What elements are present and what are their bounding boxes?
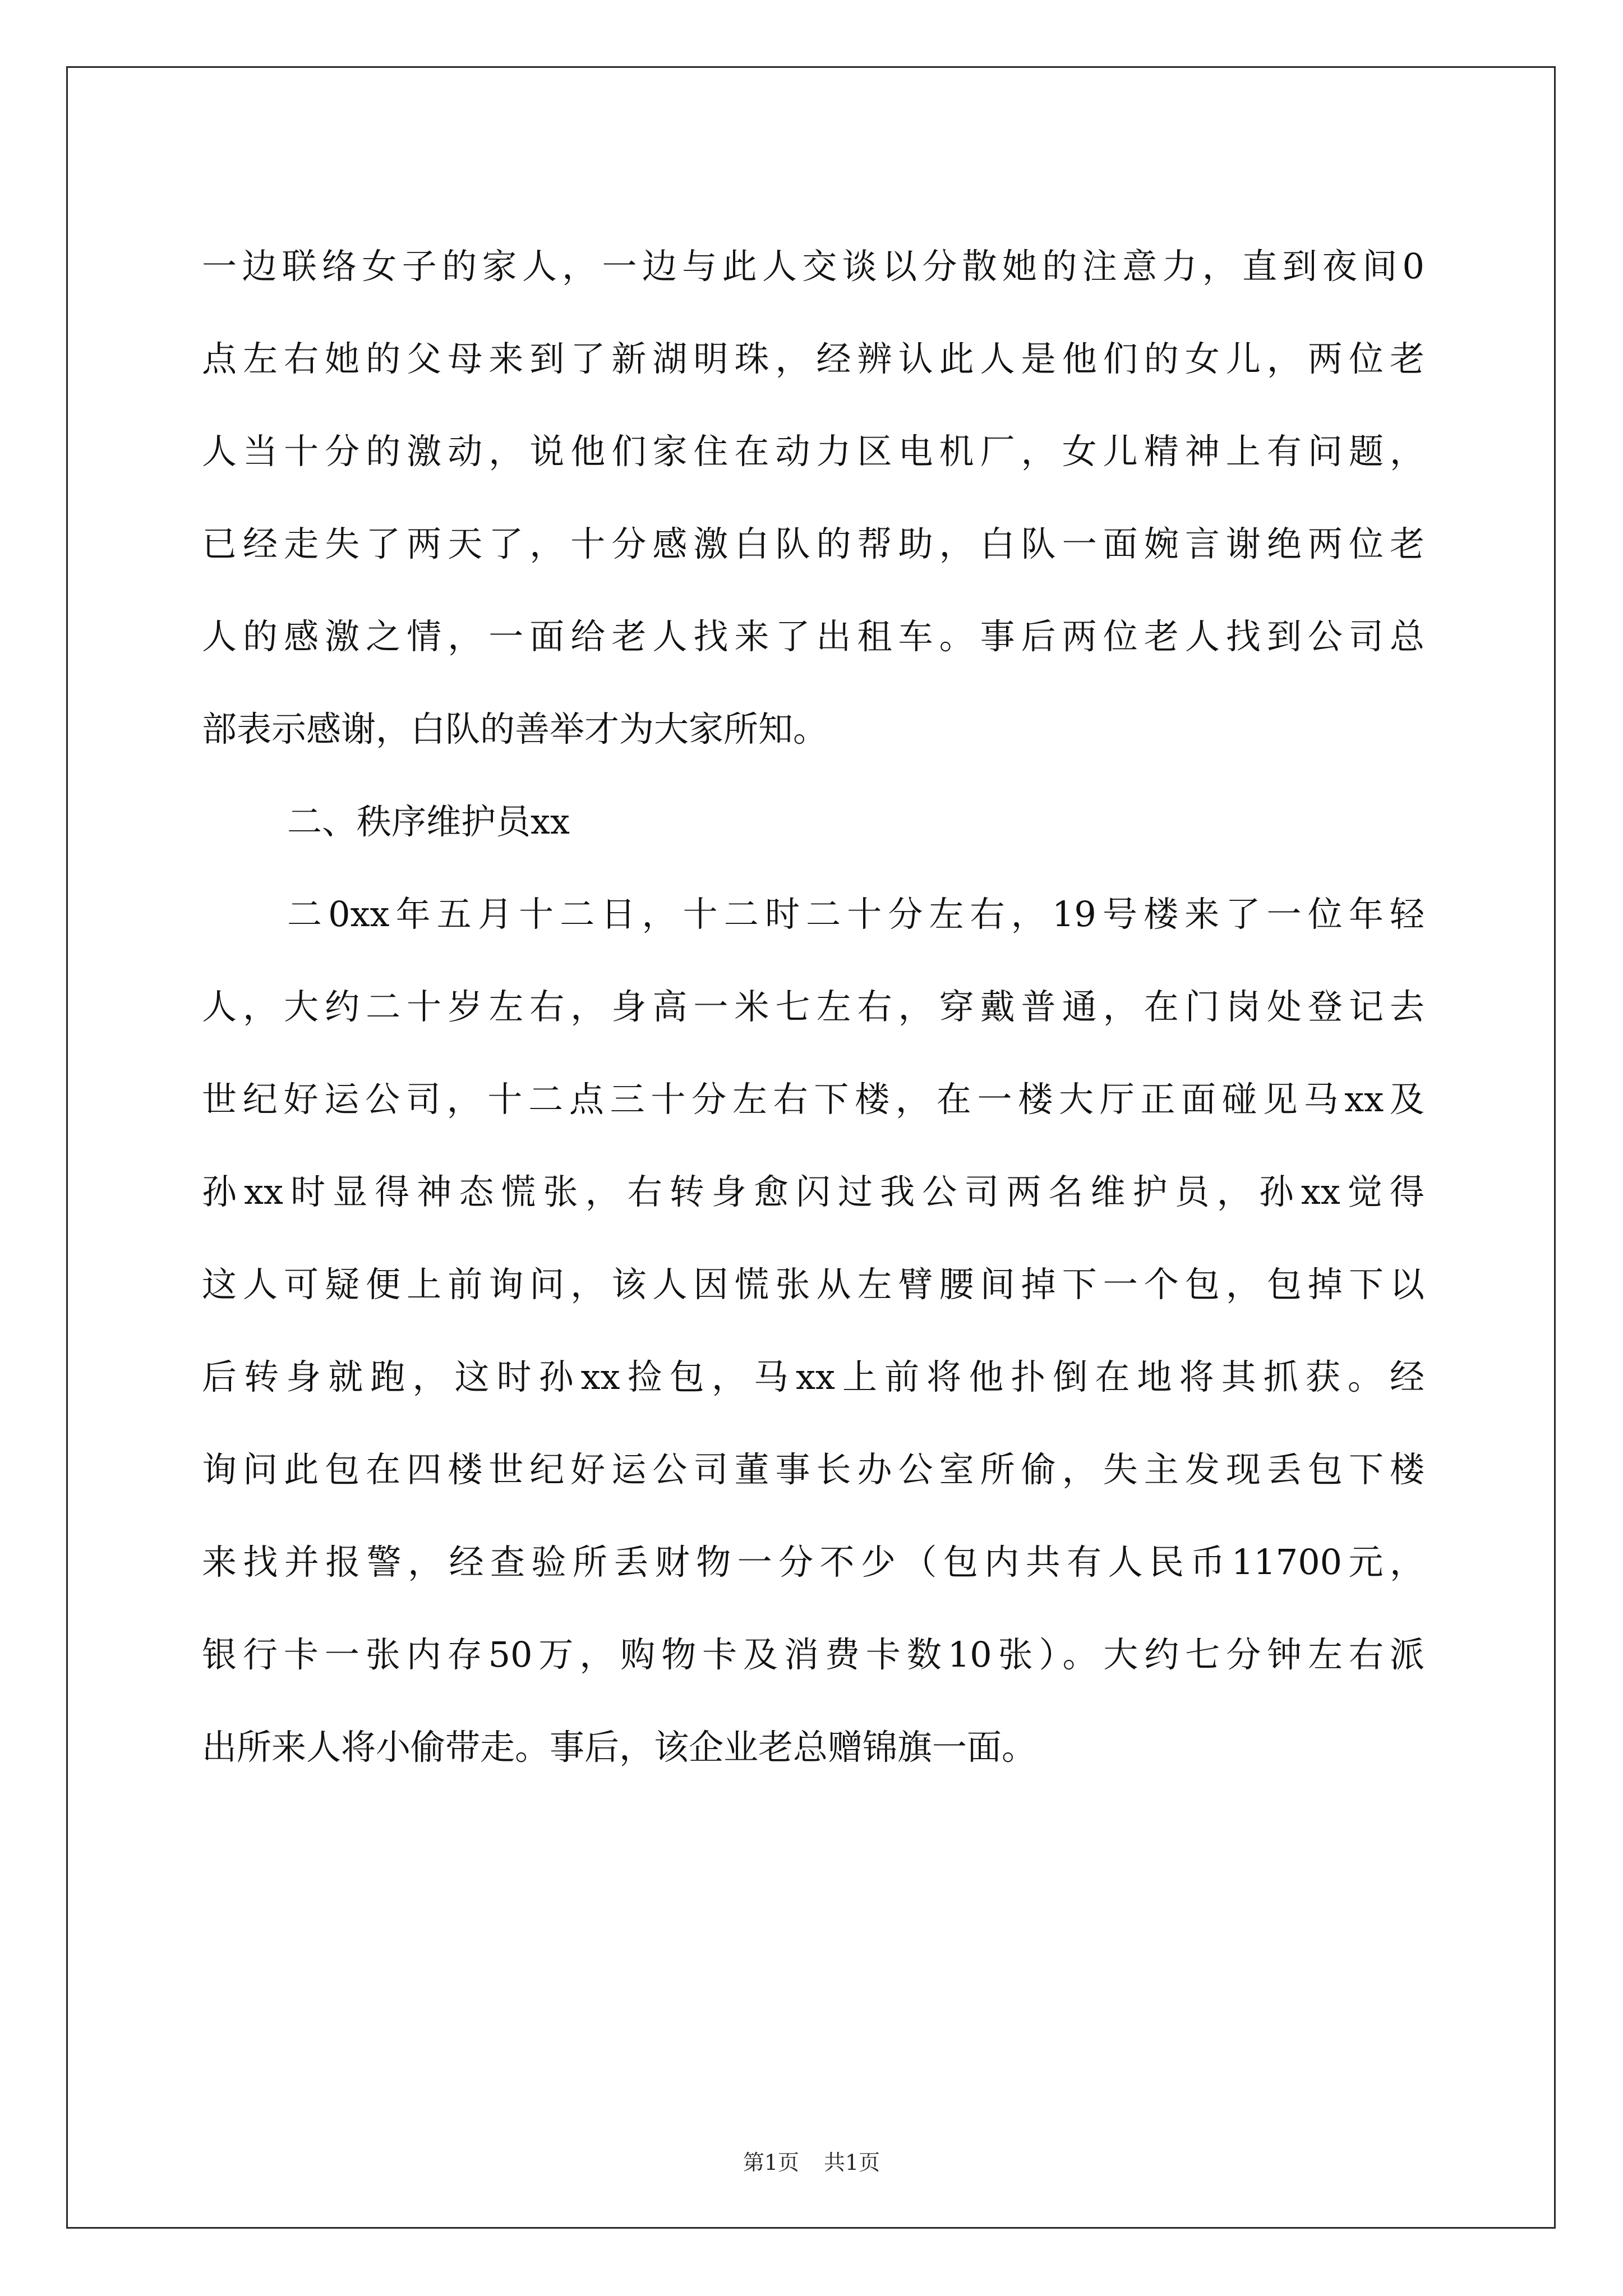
text-line: 来找并报警，经查验所丢财物一分不少（包内共有人民币11700元， bbox=[202, 1542, 1424, 1582]
text-line: 部表示感谢，白队的善举才为大家所知。 bbox=[202, 708, 828, 749]
page-footer bbox=[0, 2148, 1623, 2177]
text-line: 一边联络女子的家人，一边与此人交谈以分散她的注意力，直到夜间0 bbox=[202, 246, 1424, 287]
text-line: 人的感激之情，一面给老人找来了出租车。事后两位老人找到公司总 bbox=[202, 616, 1424, 657]
document-body bbox=[202, 220, 1424, 1793]
page-total: 共1页 bbox=[824, 2150, 880, 2175]
section-heading: 二、秩序维护员xx bbox=[287, 801, 570, 842]
text-line: 孙xx时显得神态慌张，右转身愈闪过我公司两名维护员，孙xx觉得 bbox=[202, 1171, 1424, 1212]
text-line: 二0xx年五月十二日，十二时二十分左右，19号楼来了一位年轻 bbox=[287, 894, 1424, 935]
text-line: 银行卡一张内存50万，购物卡及消费卡数10张）。大约七分钟左右派 bbox=[202, 1634, 1424, 1675]
text-line: 这人可疑便上前询问，该人因慌张从左臂腰间掉下一个包，包掉下以 bbox=[202, 1264, 1424, 1305]
page-number: 第1页 bbox=[743, 2150, 799, 2175]
text-line: 出所来人将小偷带走。事后，该企业老总赠锦旗一面。 bbox=[202, 1727, 1037, 1768]
text-line: 人，大约二十岁左右，身高一米七左右，穿戴普通，在门岗处登记去 bbox=[202, 986, 1424, 1027]
text-line: 后转身就跑，这时孙xx捡包，马xx上前将他扑倒在地将其抓获。经 bbox=[202, 1356, 1424, 1397]
text-line: 人当十分的激动，说他们家住在动力区电机厂，女儿精神上有问题， bbox=[202, 431, 1424, 472]
text-line: 询问此包在四楼世纪好运公司董事长办公室所偷，失主发现丢包下楼 bbox=[202, 1449, 1424, 1490]
text-line: 已经走失了两天了，十分感激白队的帮助，白队一面婉言谢绝两位老 bbox=[202, 523, 1424, 564]
text-line: 点左右她的父母来到了新湖明珠，经辨认此人是他们的女儿，两位老 bbox=[202, 338, 1424, 379]
text-line: 世纪好运公司，十二点三十分左右下楼，在一楼大厅正面碰见马xx及 bbox=[202, 1079, 1424, 1120]
